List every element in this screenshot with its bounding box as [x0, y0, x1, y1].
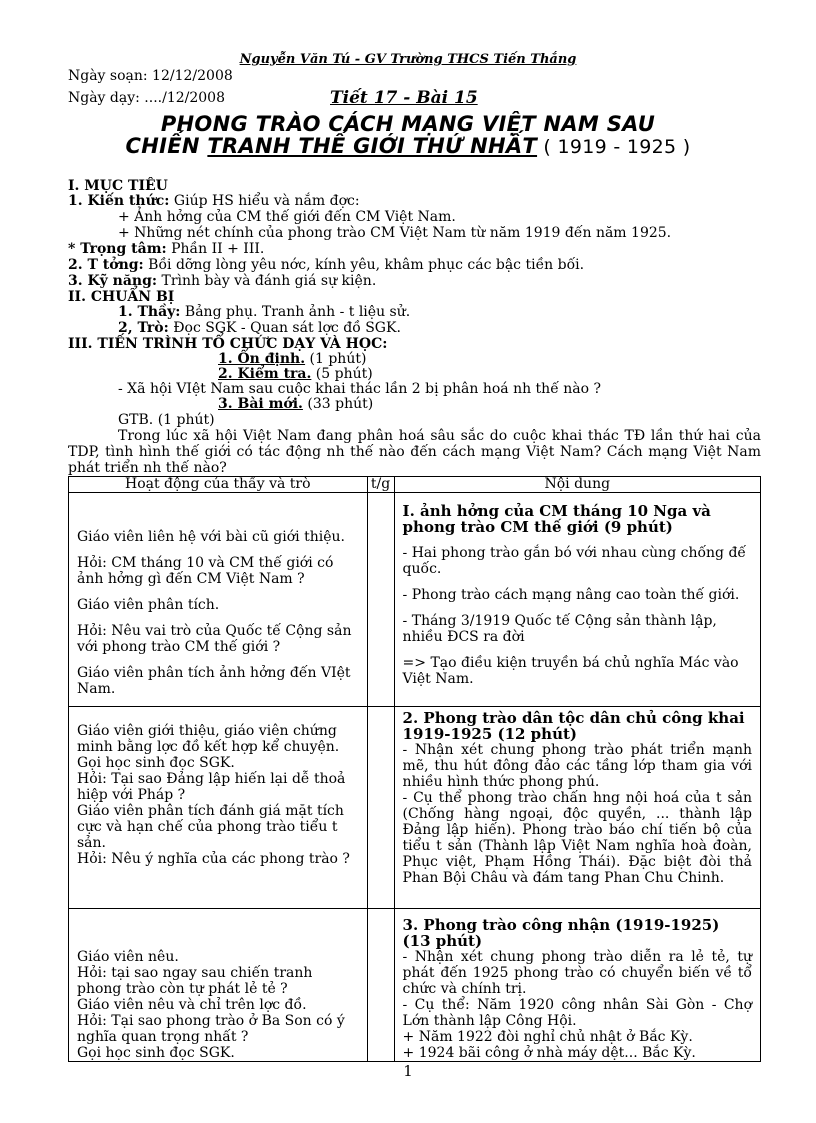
step-3-text: (33 phút) [302, 396, 374, 412]
row-1-time [367, 493, 394, 707]
skill-text: Trình bày và đánh giá sự kiện. [157, 273, 377, 289]
focus-text: Phần II + III. [166, 241, 265, 257]
knowledge-label: 1. Kiến thức: [68, 193, 170, 209]
row-2-left-1: Giáo viên giới thiệu, giáo viên chứng minh bằng lợc đồ kết hợp kể chuyện. [77, 723, 340, 755]
row-3-left-2: Hỏi: tại sao ngay sau chiến tranh phong trào còn tự phát lẻ tẻ ? [77, 965, 313, 997]
row-3-left-5: Gọi học sinh đọc SGK. [77, 1045, 235, 1061]
title-line-2a: CHIẾN [125, 134, 208, 158]
page-number: 1 [403, 1062, 413, 1080]
header-time: t/g [367, 477, 394, 493]
table-row [69, 707, 761, 909]
row-1-left-3: Giáo viên phân tích. [77, 597, 220, 613]
step-2-label: 2. Kiểm tra. [218, 366, 312, 382]
prep-heading: II. CHUẨN BỊ [68, 289, 175, 305]
header-activities: Hoạt động của thầy và trò [69, 477, 368, 493]
prep-student [118, 320, 401, 336]
intro-paragraph: Trong lúc xã hội Việt Nam đang phân hoá sâu sắc do cuộc khai thác TĐ lần thứ hai của TDP, tình hình thế giới có tác động nh thế nào đến cách mạng Việt Nam? Cách mạng Việt Nam phát triển nh thế nào? [68, 428, 761, 476]
knowledge-item-2: + Những nét chính của phong trào CM Việt Nam từ năm 1919 đến năm 1925. [118, 225, 672, 241]
row-1-left-1: Giáo viên liên hệ với bài cũ giới thiệu. [77, 529, 345, 545]
attitude-line [68, 257, 584, 273]
row-3-time [367, 909, 394, 1062]
gtb-line: GTB. (1 phút) [118, 412, 215, 428]
row-3-heading: 3. Phong trào công nhận (1919-1925) (13 phút) [402, 916, 720, 950]
attitude-text: Bồi dỡng lòng yêu nớc, kính yêu, khâm phục các bậc tiền bối. [143, 257, 585, 273]
skill-line [68, 273, 376, 289]
row-1-left-4: Hỏi: Nêu vai trò của Quốc tế Cộng sản với phong trào CM thế giới ? [77, 623, 352, 655]
row-3-left-4: Hỏi: Tại sao phong trào ở Ba Son có ý nghĩa quan trọng nhất ? [77, 1013, 345, 1045]
row-3-left-1: Giáo viên nêu. [77, 949, 179, 965]
row-3-activities [69, 909, 368, 1062]
lesson-number: Tiết 17 - Bài 15 [330, 88, 478, 108]
row-2-content [394, 707, 760, 909]
row-3-right-4: + 1924 bãi công ở nhà máy dệt... Bắc Kỳ. [402, 1045, 696, 1061]
row-2-right-1: - Nhận xét chung phong trào phát triển mạnh mẽ, thu hút đông đảo các tầng lớp tham gia với nhiều hình thức phong phú. [402, 742, 752, 790]
row-3-right-1: - Nhận xét chung phong trào diễn ra lẻ tẻ, tự phát đến 1925 phong trào có chuyển biến về tổ chức và chính trị. [402, 949, 752, 997]
row-2-left-4: Giáo viên phân tích đánh giá mặt tích cực và hạn chế của phong trào tiểu t sản. [77, 803, 344, 851]
focus-label: * Trọng tâm: [68, 241, 167, 257]
teach-date: Ngày dạy: ..../12/2008 [68, 90, 225, 106]
row-2-time [367, 707, 394, 909]
header-content: Nội dung [394, 477, 760, 493]
row-1-left-2: Hỏi: CM tháng 10 và CM thế giới có ảnh hởng gì đến CM Việt Nam ? [77, 555, 334, 587]
knowledge-item-1: + Ảnh hởng của CM thế giới đến CM Việt Nam. [118, 209, 456, 225]
skill-label: 3. Kỹ năng: [68, 273, 158, 289]
title-line-2b: TRANH THẾ GIỚI THỨ NHẤT [207, 134, 538, 158]
step-2 [218, 366, 373, 382]
step-2-text: (5 phút) [311, 366, 373, 382]
table-row [69, 493, 761, 707]
row-1-heading: I. ảnh hởng của CM tháng 10 Nga và phong trào CM thế giới (9 phút) [402, 502, 711, 536]
row-1-content [394, 493, 760, 707]
table-header-row [69, 477, 761, 493]
row-2-left-5: Hỏi: Nêu ý nghĩa của các phong trào ? [77, 851, 350, 867]
knowledge-line [68, 193, 360, 209]
title-years: ( 1919 - 1925 ) [537, 136, 691, 158]
row-1-right-1: - Hai phong trào gắn bó với nhau cùng chống đế quốc. [402, 545, 747, 577]
step-1-text: (1 phút) [305, 351, 367, 367]
row-2-right-2: - Cụ thể phong trào chấn hng nội hoá của t sản (Chống hàng ngoại, độc quyền, ... thành lập Đảng lập hiến). Phong trào báo chí tiến bộ của tiểu t sản (Thành lập Việt Nam nghĩa hoà đoàn, Phục việt, Phạm Hồng Thái). Đặc biệt đòi thả Phan Bội Châu và đám tang Phan Chu Chinh. [402, 790, 752, 886]
prep-teacher [118, 304, 410, 320]
row-1-right-3: - Tháng 3/1919 Quốc tế Cộng sản thành lập, nhiều ĐCS ra đời [402, 613, 717, 645]
row-1-right-2: - Phong trào cách mạng nâng cao toàn thế giới. [402, 587, 740, 603]
row-3-right-2: - Cụ thể: Năm 1920 công nhân Sài Gòn - Chợ Lớn thành lập Công Hội. [402, 997, 752, 1029]
lesson-table [68, 476, 761, 1062]
row-1-activities [69, 493, 368, 707]
prep-teacher-label: 1. Thầy: [118, 304, 181, 320]
row-1-right-4: => Tạo điều kiện truyền bá chủ nghĩa Mác vào Việt Nam. [402, 655, 739, 687]
row-3-right-3: + Năm 1922 đòi nghỉ chủ nhật ở Bắc Kỳ. [402, 1029, 693, 1045]
focus-line [68, 241, 264, 257]
author-line: Nguyễn Văn Tú - GV Trường THCS Tiến Thắng [239, 52, 577, 67]
attitude-label: 2. T tởng: [68, 257, 144, 273]
title-line-2 [0, 134, 816, 158]
row-2-activities [69, 707, 368, 909]
process-heading: III. TIẾN TRÌNH TỔ CHỨC DẠY VÀ HỌC: [68, 336, 388, 352]
row-3-content [394, 909, 760, 1062]
prep-student-label: 2, Trò: [118, 320, 169, 336]
step-1-label: 1. Ổn định. [218, 351, 306, 367]
title-line-1: PHONG TRÀO CÁCH MẠNG VIỆT NAM SAU [160, 112, 656, 136]
step-3 [218, 396, 373, 412]
row-2-left-2: Gọi học sinh đọc SGK. [77, 755, 235, 771]
prep-student-text: Đọc SGK - Quan sát lợc đồ SGK. [168, 320, 401, 336]
step-2-question: - Xã hội VIệt Nam sau cuộc khai thác lần 2 bị phân hoá nh thế nào ? [118, 381, 602, 397]
step-1 [218, 351, 366, 367]
row-2-left-3: Hỏi: Tại sao Đảng lập hiến lại dễ thoả hiệp với Pháp ? [77, 771, 346, 803]
row-3-left-3: Giáo viên nêu và chỉ trên lợc đồ. [77, 997, 307, 1013]
prep-teacher-text: Bảng phụ. Tranh ảnh - t liệu sử. [180, 304, 411, 320]
knowledge-text: Giúp HS hiểu và nắm đợc: [169, 193, 360, 209]
step-3-label: 3. Bài mới. [218, 396, 303, 412]
prep-date: Ngày soạn: 12/12/2008 [68, 68, 233, 84]
row-1-left-5: Giáo viên phân tích ảnh hởng đến VIệt Nam. [77, 665, 351, 697]
row-2-heading: 2. Phong trào dân tộc dân chủ công khai 1919-1925 (12 phút) [402, 709, 745, 743]
table-row [69, 909, 761, 1062]
objectives-heading: I. MỤC TIÊU [68, 178, 168, 194]
